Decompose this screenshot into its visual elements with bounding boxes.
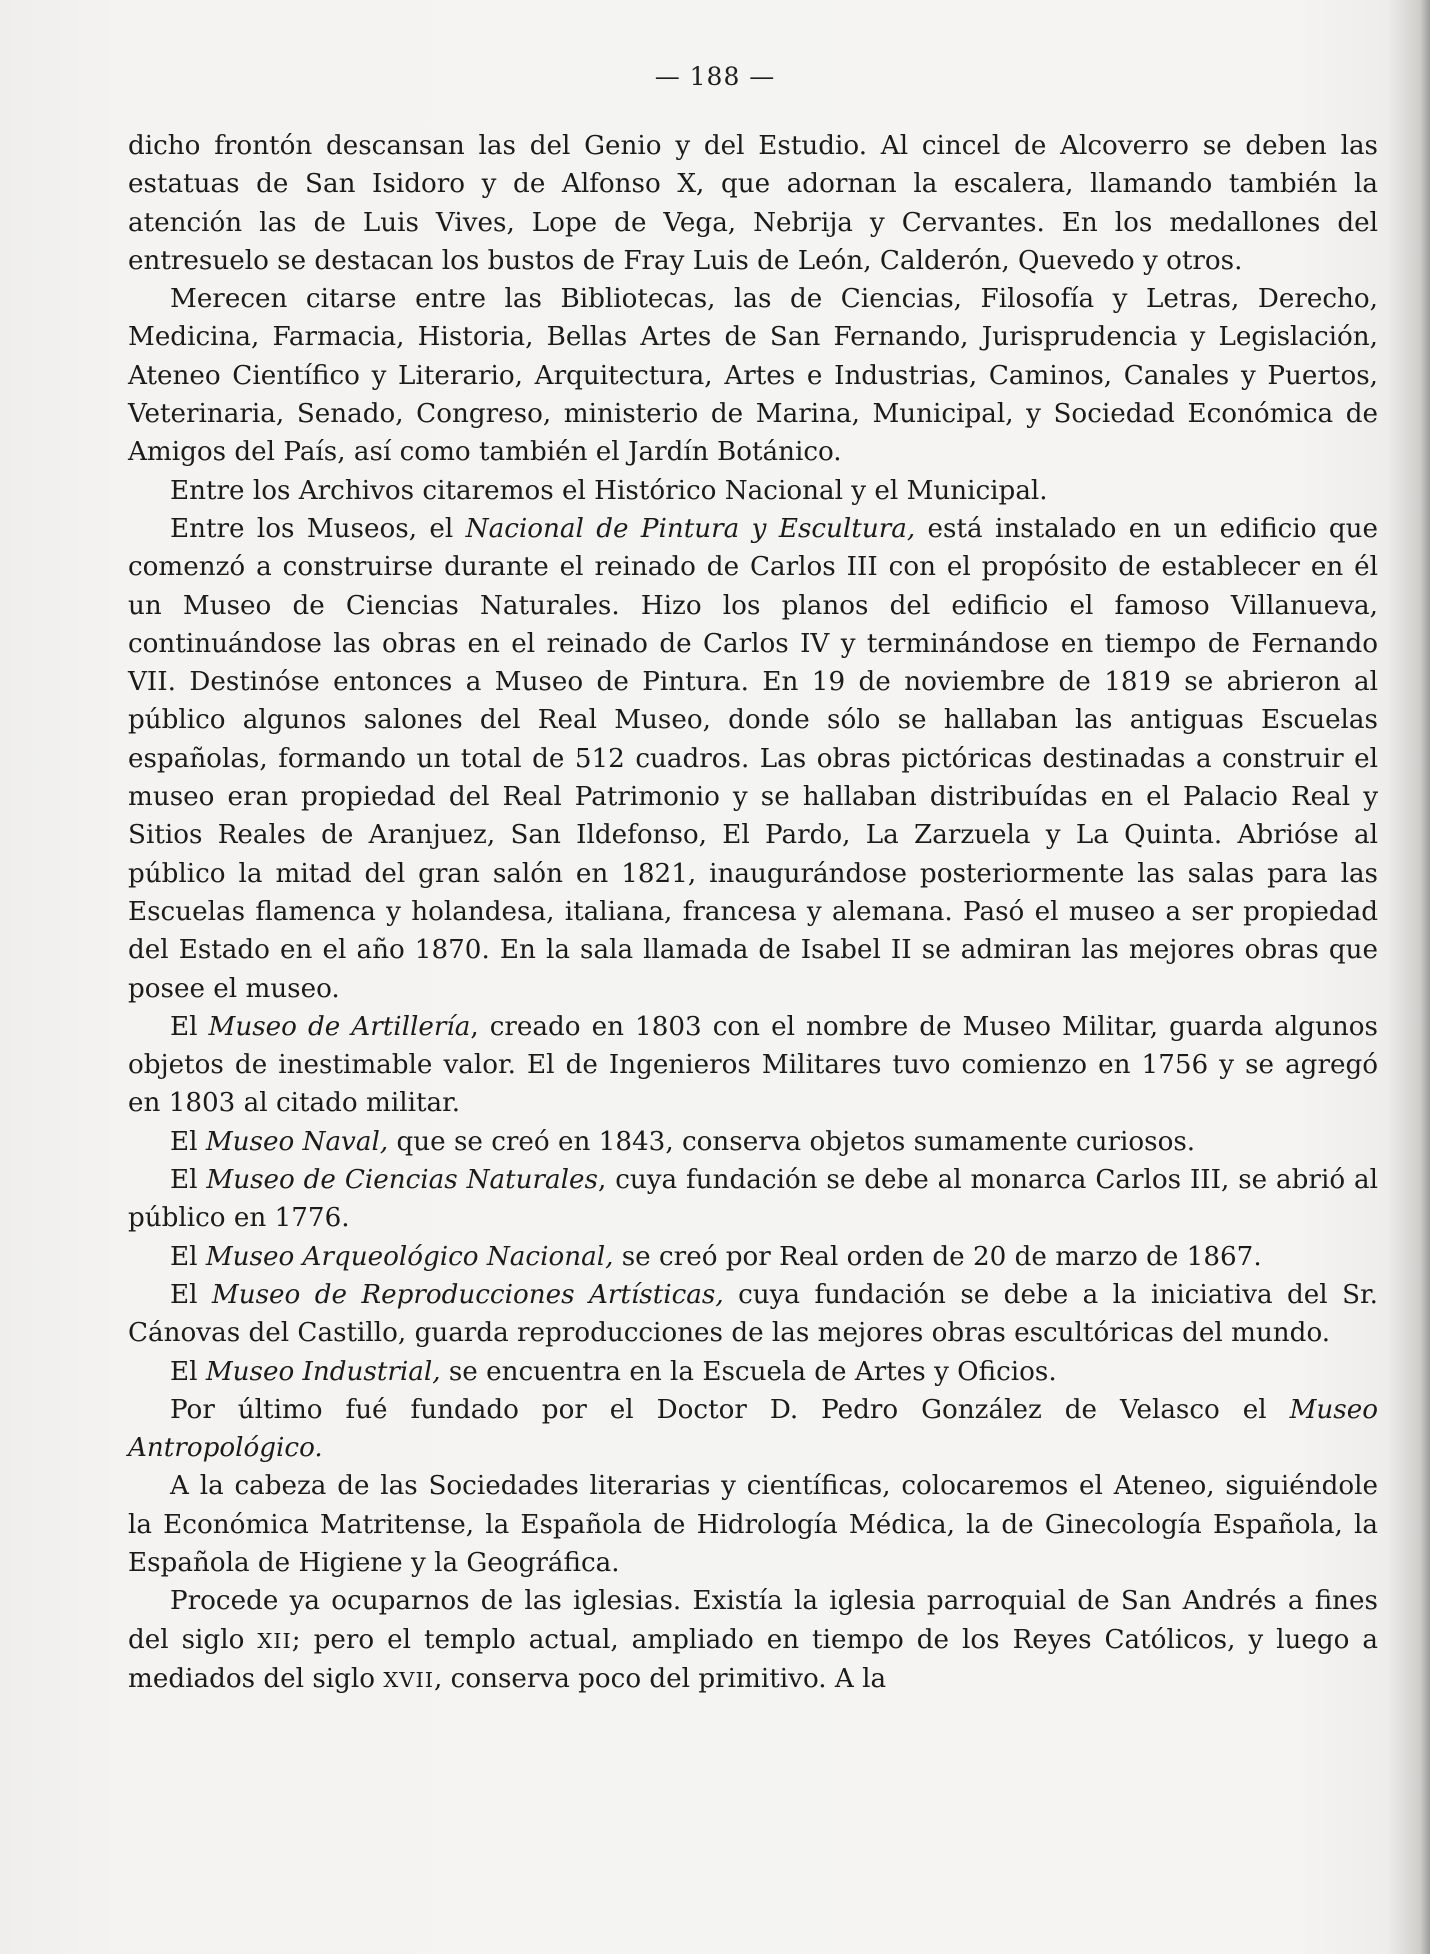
text-run: que se creó en 1843, conserva objetos sumamente curiosos. [388, 1126, 1196, 1157]
italic-museum-name: Museo Industrial, [205, 1356, 441, 1387]
paragraph-museo-pintura [128, 510, 1378, 1008]
text-run: El [170, 1279, 212, 1310]
paragraph-museo-artilleria [128, 1008, 1378, 1123]
paragraph-museo-antropologico [128, 1391, 1378, 1468]
italic-museum-name: Museo Arqueológico Nacional, [205, 1241, 614, 1272]
text-run: se encuentra en la Escuela de Artes y Oficios. [440, 1356, 1057, 1387]
paragraph-museo-naval [128, 1123, 1378, 1161]
text-run: Entre los Archivos citaremos el Histórico Nacional y el Municipal. [170, 475, 1048, 506]
italic-museum-name: Museo de Ciencias Naturales [206, 1165, 598, 1196]
text-run: cuya fundación se debe a la iniciativa del Sr. Cánovas del Castillo, guarda reproducciones de las mejores obras escultóricas del mundo. [128, 1279, 1378, 1349]
text-run: El [170, 1165, 207, 1196]
text-run: El [170, 1011, 209, 1042]
italic-museum-name: Museo de Artillería [208, 1011, 471, 1042]
text-run: , cuya fundación se debe al monarca Carlos III, se abrió al público en 1776. [128, 1165, 1378, 1234]
text-run: dicho frontón descansan las del Genio y del Estudio. Al cincel de Alcoverro se deben las estatuas de San Isidoro y de Alfonso X, que adornan la escalera, llamando también la atención las de Luis Vives, Lope de Vega, Nebrija y Cervantes. En los medallones del entresuelo se destacan los bustos de Fray Luis de León, Calderón, Quevedo y otros. [128, 131, 1378, 276]
paragraph-archivos [128, 472, 1378, 510]
text-run: El [170, 1126, 206, 1157]
paragraph-bibliotecas [128, 280, 1378, 471]
text-run: Por último fué fundado por el Doctor D. Pedro González de Velasco el [170, 1394, 1290, 1425]
page-number: — 188 — [654, 62, 776, 91]
text-run: Merecen citarse entre las Bibliotecas, las de Ciencias, Filosofía y Letras, Derecho, Medicina, Farmacia, Historia, Bellas Artes de San Fernando, Jurisprudencia y Legislación, Ateneo Científico y Literario, Arquitectura, Artes e Industrias, Caminos, Canales y Puertos, Veterinaria, Senado, Congreso, ministerio de Marina, Municipal, y Sociedad Económica de Amigos del País, así como también el Jardín Botánico. [128, 284, 1378, 468]
italic-museum-name: Museo Naval, [205, 1126, 389, 1157]
body-text [128, 127, 1378, 1699]
text-run: Procede ya ocuparnos de las iglesias. Existía la iglesia parroquial de San Andrés a fines del siglo [128, 1586, 1378, 1655]
italic-museum-name: Museo de Reproducciones Artísticas, [211, 1279, 724, 1310]
text-run: se creó por Real orden de 20 de marzo de 1867. [613, 1241, 1262, 1272]
text-run: está instalado en un edificio que comenzó a construirse durante el reinado de Carlos III con el propósito de establecer en él un Museo de Ciencias Naturales. Hizo los planos del edificio el famoso Villanueva, continuándose las obras en el reinado de Carlos IV y terminándose en tiempo de Fernando VII. Destinóse entonces a Museo de Pintura. En 19 de noviembre de 1819 se abrieron al público algunos salones del Real Museo, donde sólo se hallaban las antiguas Escuelas españolas, formando un total de 512 cuadros. Las obras pictóricas destinadas a construir el museo eran propiedad del Real Patrimonio y se hallaban distribuídas en el Palacio Real y Sitios Reales de Aranjuez, San Ildefonso, El Pardo, La Zarzuela y La Quinta. Abrióse al público la mitad del gran salón en 1821, inaugurándose posteriormente las salas para las Escuelas flamenca y holandesa, italiana, francesa y alemana. Pasó el museo a ser propiedad del Estado en el año 1870. En la sala llamada de Isabel II se admiran las mejores obras que posee el museo. [128, 513, 1379, 1004]
paragraph-sociedades [128, 1467, 1378, 1582]
paragraph-museo-industrial [128, 1353, 1378, 1391]
roman-numeral-century: XII [257, 1628, 292, 1653]
italic-museum-name: Nacional de Pintura y Escultura, [465, 513, 916, 544]
paragraph-museo-arqueologico [128, 1238, 1378, 1276]
text-run: A la cabeza de las Sociedades literarias y científicas, colocaremos el Ateneo, siguiéndole la Económica Matritense, la Española de Hidrología Médica, la de Ginecología Española, la Española de Higiene y la Geográfica. [128, 1471, 1378, 1578]
text-run: , creado en 1803 con el nombre de Museo Militar, guarda algunos objetos de inestimable valor. El de Ingenieros Militares tuvo comienzo en 1756 y se agregó en 1803 al citado militar. [128, 1011, 1378, 1119]
text-run: El [170, 1241, 206, 1272]
paragraph-frontón [128, 127, 1378, 280]
paragraph-museo-reproducciones [128, 1276, 1378, 1353]
paragraph-museo-ciencias [128, 1161, 1378, 1238]
text-run: ; pero el templo actual, ampliado en tiempo de los Reyes Católicos, y luego a mediados del siglo [128, 1624, 1378, 1694]
text-run: Entre los Museos, el [170, 513, 466, 544]
text-run: , conserva poco del primitivo. A la [434, 1663, 887, 1694]
italic-museum-name: Museo Antropológico. [128, 1394, 1378, 1464]
roman-numeral-century: XVII [383, 1667, 434, 1692]
text-run: El [170, 1356, 206, 1387]
paragraph-iglesias [128, 1582, 1378, 1699]
